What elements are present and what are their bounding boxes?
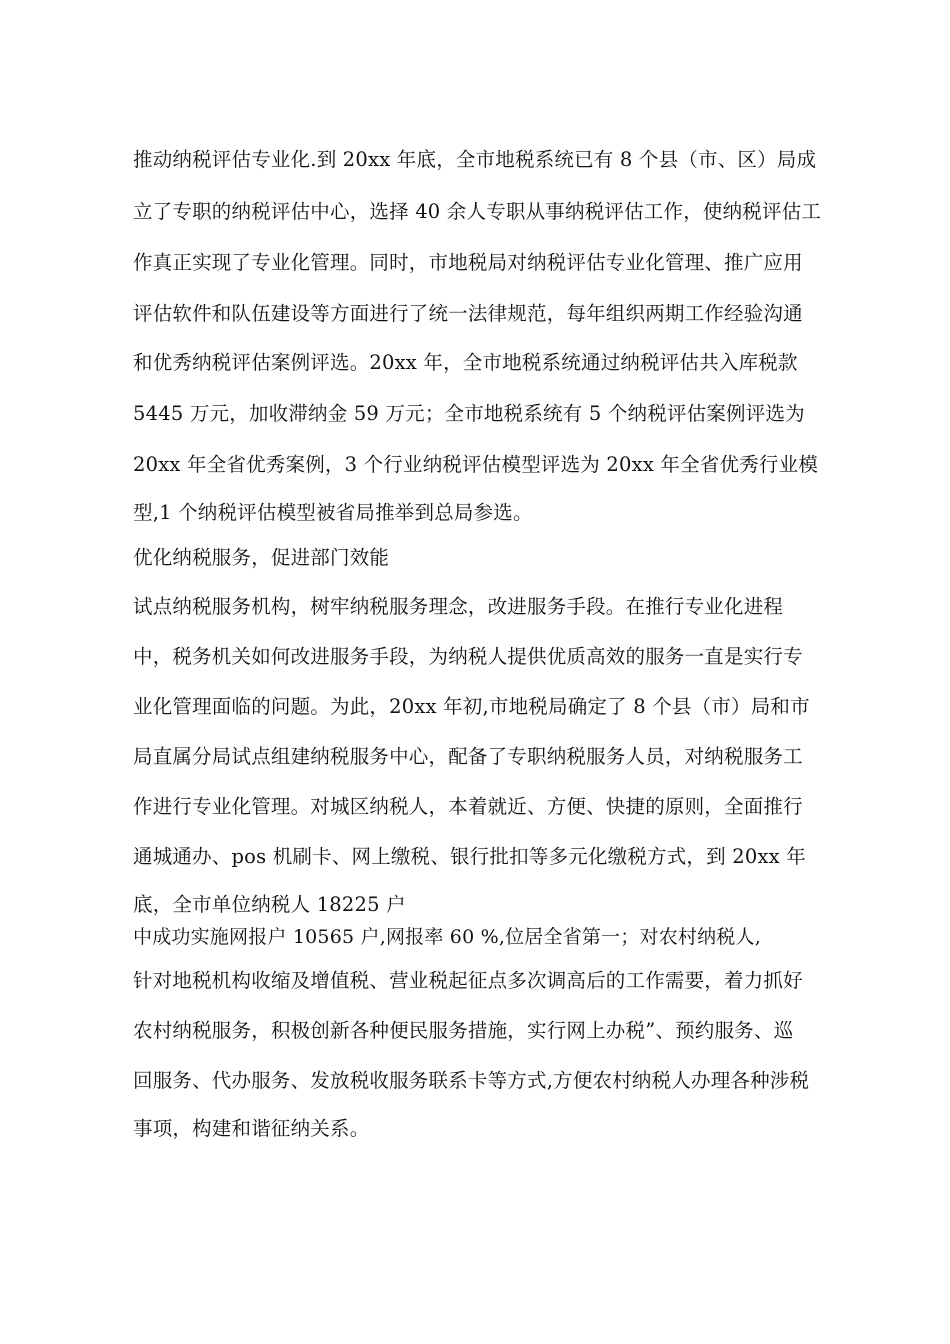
paragraph-1-line-1: 推动纳税评估专业化.到 20xx 年底，全市地税系统已有 8 个县（市、区）局成 bbox=[133, 148, 817, 171]
paragraph-2-line-7: 底，全市单位纳税人 18225 户 bbox=[133, 893, 406, 916]
section-heading: 优化纳税服务，促进部门效能 bbox=[133, 546, 390, 569]
paragraph-3-line-3: 回服务、代办服务、发放税收服务联系卡等方式,方便农村纳税人办理各种涉税 bbox=[133, 1069, 810, 1092]
paragraph-2-line-2: 中，税务机关如何改进服务手段，为纳税人提供优质高效的服务一直是实行专 bbox=[133, 645, 803, 668]
paragraph-2-line-4: 局直属分局试点组建纳税服务中心，配备了专职纳税服务人员，对纳税服务工 bbox=[133, 745, 803, 768]
paragraph-1-line-6: 5445 万元，加收滞纳金 59 万元；全市地税系统有 5 个纳税评估案例评选为 bbox=[133, 402, 805, 425]
paragraph-2-line-1: 试点纳税服务机构，树牢纳税服务理念，改进服务手段。在推行专业化进程 bbox=[133, 595, 784, 618]
paragraph-2-line-6: 通城通办、pos 机刷卡、网上缴税、银行批扣等多元化缴税方式，到 20xx 年 bbox=[133, 845, 806, 868]
paragraph-1-line-3: 作真正实现了专业化管理。同时，市地税局对纳税评估专业化管理、推广应用 bbox=[133, 251, 803, 274]
paragraph-1-line-2: 立了专职的纳税评估中心，选择 40 余人专职从事纳税评估工作，使纳税评估工 bbox=[133, 200, 822, 223]
paragraph-3-line-1: 针对地税机构收缩及增值税、营业税起征点多次调高后的工作需要，着力抓好 bbox=[133, 969, 803, 992]
paragraph-3-line-4: 事项，构建和谐征纳关系。 bbox=[133, 1117, 370, 1140]
paragraph-2-line-5: 作进行专业化管理。对城区纳税人，本着就近、方便、快捷的原则，全面推行 bbox=[133, 795, 803, 818]
paragraph-3-line-2: 农村纳税服务，积极创新各种便民服务措施，实行网上办税”、预约服务、巡 bbox=[133, 1019, 794, 1042]
paragraph-1-line-8: 型,1 个纳税评估模型被省局推举到总局参选。 bbox=[133, 501, 533, 524]
paragraph-2-line-3: 业化管理面临的问题。为此，20xx 年初,市地税局确定了 8 个县（市）局和市 bbox=[133, 695, 810, 718]
paragraph-1-line-5: 和优秀纳税评估案例评选。20xx 年，全市地税系统通过纳税评估共入库税款 bbox=[133, 351, 798, 374]
paragraph-1-line-7: 20xx 年全省优秀案例，3 个行业纳税评估模型评选为 20xx 年全省优秀行业模 bbox=[133, 453, 819, 476]
fragment-line: 中成功实施网报户 10565 户,网报率 60 %,位居全省第一；对农村纳税人, bbox=[133, 926, 761, 948]
paragraph-1-line-4: 评估软件和队伍建设等方面进行了统一法律规范，每年组织两期工作经验沟通 bbox=[133, 302, 803, 325]
